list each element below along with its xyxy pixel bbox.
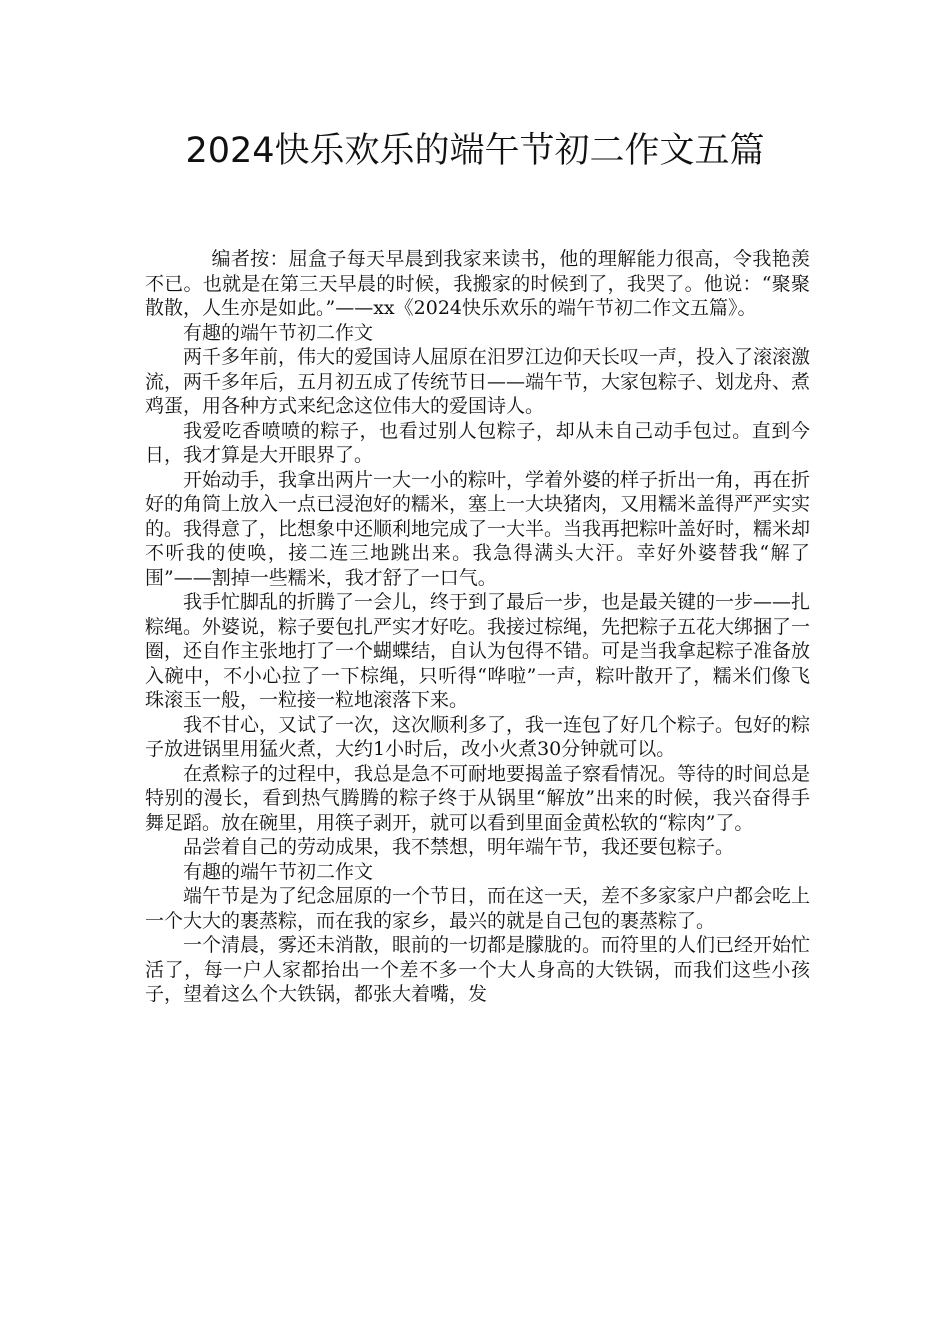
body-paragraph: 一个清晨，雾还未消散，眼前的一切都是朦胧的。而符里的人们已经开始忙活了，每一户人家都抬出一个差不多一个大人身高的大铁锅，而我们这些小孩子，望着这么个大铁锅，都张大着嘴，发 [145,934,811,1005]
section-heading: 有趣的端午节初二作文 [183,321,374,344]
body-paragraph: 两千多年前，伟大的爱国诗人屈原在汨罗江边仰天长叹一声，投入了滚滚激流，两千多年后，五月初五成了传统节日——端午节，大家包粽子、划龙舟、煮鸡蛋，用各种方式来纪念这位伟大的爱国诗人。 [145,346,811,417]
body-paragraph: 品尝着自己的劳动成果，我不禁想，明年端午节，我还要包粽子。 [183,836,735,858]
section-heading: 有趣的端午节初二作文 [183,860,374,883]
body-paragraph: 我手忙脚乱的折腾了一会儿，终于到了最后一步，也是最关键的一步——扎粽绳。外婆说，粽子要包扎严实才好吃。我接过棕绳，先把粽子五花大绑捆了一圈，还自作主张地打了一个蝴蝶结，自认为包得不错。可是当我拿起粽子准备放入碗中，不小心拉了一下棕绳，只听得“哗啦”一声，粽叶散开了，糯米们像飞珠滚玉一般，一粒接一粒地滚落下来。 [145,591,811,711]
body-paragraph: 端午节是为了纪念屈原的一个节日，而在这一天，差不多家家户户都会吃上一个大大的裹蒸粽，而在我的家乡，最兴的就是自己包的裹蒸粽了。 [145,885,811,932]
document-title: 2024快乐欢乐的端午节初二作文五篇 [185,131,765,171]
body-paragraph: 我不甘心，又试了一次，这次顺利多了，我一连包了好几个粽子。包好的粽子放进锅里用猛火煮，大约1小时后，改小火煮30分钟就可以。 [145,713,811,760]
document-body [145,247,810,1007]
body-paragraph: 在煮粽子的过程中，我总是急不可耐地要揭盖子察看情况。等待的时间总是特别的漫长，看到热气腾腾的粽子终于从锅里“解放”出来的时候，我兴奋得手舞足蹈。放在碗里，用筷子剥开，就可以看到里面金黄松软的“粽肉”了。 [145,762,811,834]
body-paragraph: 开始动手，我拿出两片一大一小的粽叶，学着外婆的样子折出一角，再在折好的角筒上放入一点已浸泡好的糯米，塞上一大块猪肉，又用糯米盖得严严实实的。我得意了，比想象中还顺利地完成了一大半。当我再把粽叶盖好时，糯米却不听我的使唤，接二连三地跳出来。我急得满头大汗。幸好外婆替我“解了围”——割掉一些糯米，我才舒了一口气。 [145,468,811,589]
body-paragraph: 我爱吃香喷喷的粽子，也看过别人包粽子，却从未自己动手包过。直到今日，我才算是大开眼界了。 [145,419,810,466]
editor-note-paragraph: 编者按：屈盒子每天早晨到我家来读书，他的理解能力很高，令我艳羡不已。也就是在第三天早晨的时候，我搬家的时候到了，我哭了。他说：“聚聚散散，人生亦是如此。”——xx《2024快乐欢乐的端午节初二作文五篇》。 [145,248,810,319]
